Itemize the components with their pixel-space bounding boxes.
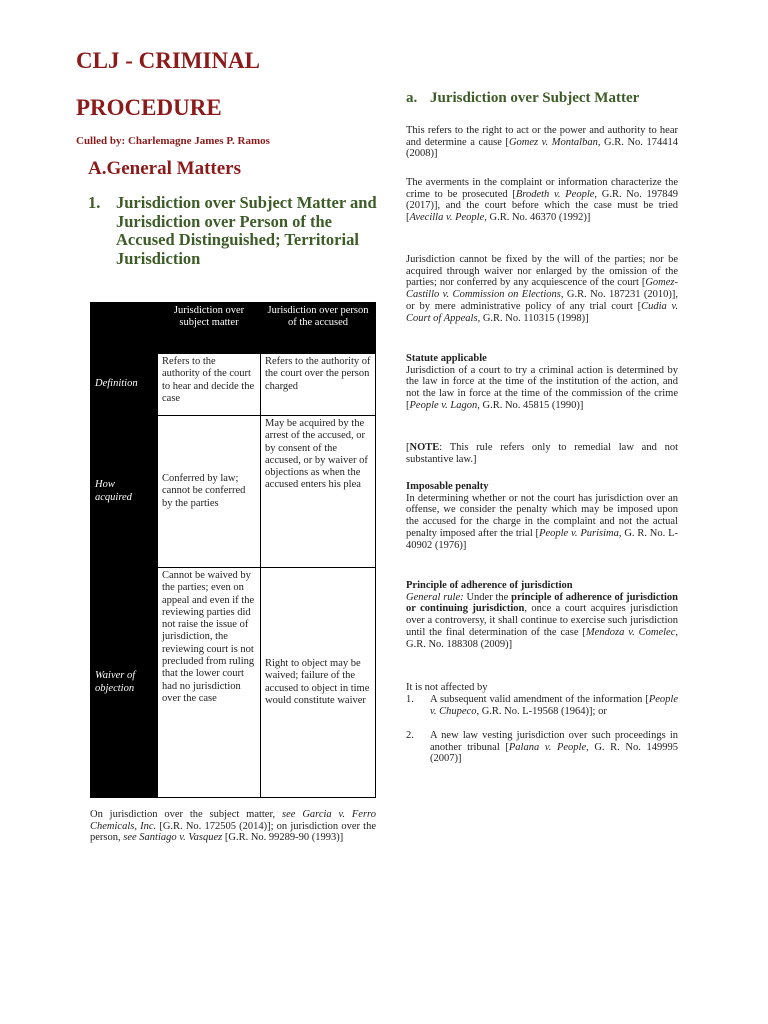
para-text: , G.R. No. 174414 (2008)] (406, 136, 678, 160)
note-text: On jurisdiction over the subject matter, (90, 809, 283, 820)
para-heading: Statute applicable (406, 353, 487, 364)
paragraph-definition (406, 125, 678, 160)
author-credit: Culled by: Charlemagne James P. Ramos (76, 135, 270, 147)
case-citation: Brodeth v. People (515, 188, 595, 200)
case-citation: People v. Chupeco (430, 694, 678, 717)
row-label-waiver: Waiver of objection (91, 568, 158, 798)
row-label-how-acquired: How acquired (91, 416, 158, 568)
para-heading: Imposable penalty (406, 481, 489, 492)
table-header-empty (91, 303, 158, 354)
case-citation: People v. Lagon (409, 399, 478, 411)
para-text: : This rule refers only to remedial law and not substantive law.] (406, 442, 678, 465)
para-text: Jurisdiction of a court to try a criminal action is determined by the law in force at the time of the institution of the action, and not the law in force at the time of the commission of the crime [ (406, 364, 678, 411)
para-heading: Principle of adherence of jurisdiction (406, 580, 573, 591)
list-number: 2. (406, 730, 414, 741)
row-label-definition: Definition (91, 354, 158, 416)
para-text: , G. R. No. L-40902 (1976)] (406, 527, 678, 551)
case-citation: Avecilla v. People (409, 212, 485, 224)
para-text: , G.R. No. L-19568 (1964)]; or (476, 705, 607, 717)
para-text: A new law vesting jurisdiction over such proceedings in another tribunal [ (430, 730, 678, 753)
case-citation: Mendoza v. Comelec (585, 626, 676, 638)
para-text: , G.R. No. 45815 (1990)] (477, 399, 584, 411)
para-text: In determining whether or not the court has jurisdiction over an offense, we consider the penalty which may be imposed upon the accused for the charge in the complaint and not the actual penalty imposed after the trial [ (406, 492, 678, 539)
paragraph-averments (406, 177, 678, 224)
table-header-person-accused: Jurisdiction over person of the accused (261, 303, 376, 354)
para-text: , once a court acquires jurisdiction over a controversy, it shall continue to exercise such jurisdiction until the final determination of the case [ (406, 603, 678, 638)
paragraph-statute-applicable (406, 353, 678, 412)
table-cell: Cannot be waived by the parties; even on appeal and even if the reviewing parties did not raise the issue of jurisdiction, the reviewing court is not precluded from ruling that the lower court had no jurisdiction over the case (158, 568, 261, 798)
paragraph-cannot-be-fixed (406, 254, 678, 324)
note-text: [G.R. No. 99289-90 (1993)] (222, 832, 344, 844)
table-row (91, 354, 376, 416)
para-text: , G.R. No. 197849 (2017)], and the court before which the case must be tried [ (406, 188, 678, 224)
table-cell: Refers to the authority of the court to hear and decide the case (158, 354, 261, 416)
case-citation: Gomez-Castillo v. Commission on Elections (406, 277, 678, 301)
para-text: Jurisdiction cannot be fixed by the will of the parties; nor be acquired through waiver nor enlarged by the omission of the parties; nor conferred by any acquiescence of the court [ (406, 254, 678, 289)
heading-letter: a. (406, 90, 418, 106)
list-text (430, 694, 678, 717)
subsection-title: Jurisdiction over Subject Matter and Jurisdiction over Person of the Accused Distinguished; Territorial Jurisdiction (116, 193, 377, 268)
note-see: see (123, 832, 137, 844)
para-text: , G.R. No. 110315 (1998)] (477, 312, 589, 324)
jurisdiction-comparison-table (90, 302, 376, 798)
table-header-subject-matter: Jurisdiction over subject matter (158, 303, 261, 354)
table-cell: Refers to the authority of the court over the person charged (261, 354, 376, 416)
note-text: [G.R. No. 172505 (2014)]; on jurisdiction over the person, (90, 820, 376, 844)
table-header-row (91, 303, 376, 354)
para-text: This refers to the right to act or the power and authority to hear and determine a cause [ (406, 125, 678, 148)
list-text (430, 730, 678, 765)
paragraph-not-affected: It is not affected by (406, 682, 488, 693)
para-text: The averments in the complaint or information characterize the crime to be prosecuted [ (406, 177, 678, 200)
paragraph-note (406, 442, 678, 465)
section-heading-general-matters: A.General Matters (88, 158, 241, 179)
para-bold: principle of adherence of jurisdiction or continuing jurisdiction (406, 591, 678, 615)
para-text: [ (406, 442, 410, 453)
case-citation: Santiago v. Vasquez (139, 832, 223, 844)
paragraph-adherence (406, 580, 678, 650)
case-citation: Palana v. People (508, 741, 587, 753)
note-see: see (282, 809, 296, 820)
table-cell: May be acquired by the arrest of the accused, or by consent of the accused, or by waiver of objections as when the accused enters his plea (261, 416, 376, 568)
document-title-line1: CLJ - CRIMINAL (76, 48, 260, 73)
case-citation: Garcia v. Ferro Chemicals, Inc. (90, 809, 376, 832)
case-citation: Cudia v. Court of Appeals (406, 300, 678, 324)
heading-title: Jurisdiction over Subject Matter (430, 90, 640, 106)
note-label: NOTE (409, 442, 440, 453)
para-text: , G.R. No. 187231 (2010)], or by mere administrative policy of any trial court [ (406, 289, 678, 312)
table-cell: Right to object may be waived; failure of the accused to object in time would constitute waiver (261, 568, 376, 798)
general-rule-label: General rule: (406, 591, 464, 603)
case-citation: Gomez v. Montalban (508, 136, 598, 148)
reference-note (90, 809, 376, 844)
list-number: 1. (406, 694, 414, 705)
para-text: A subsequent valid amendment of the information [ (430, 694, 649, 705)
subsection-number: 1. (88, 193, 101, 212)
table-row (91, 416, 376, 568)
para-text: , G.R. No. 188308 (2009)] (406, 626, 678, 650)
para-text: , G. R. No. 149995 (2007)] (430, 741, 678, 765)
paragraph-imposable-penalty (406, 481, 678, 551)
para-text: Under the (463, 591, 512, 603)
para-text: , G.R. No. 46370 (1992)] (484, 212, 591, 224)
document-title-line2: PROCEDURE (76, 95, 222, 120)
table-row (91, 568, 376, 798)
table-cell: Conferred by law; cannot be conferred by the parties (158, 416, 261, 568)
case-citation: People v. Purisima (539, 527, 619, 539)
